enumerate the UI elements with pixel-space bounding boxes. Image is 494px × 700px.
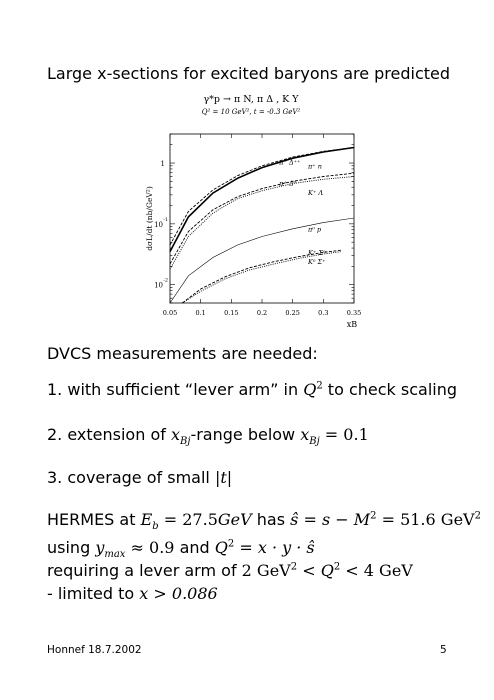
y-tick-label: 10	[154, 281, 163, 290]
list-item-3	[47, 468, 232, 487]
text: HERMES at	[47, 510, 141, 529]
curve-label-5: K⁺ Σ⁰	[308, 248, 326, 257]
y-tick-exp: -1	[163, 216, 168, 223]
math-eq: = s − M	[298, 510, 371, 529]
text-has: has	[251, 510, 291, 529]
curve-label-6: K⁰ Σ⁺	[308, 257, 326, 266]
math-approx: ≈ 0.9	[125, 538, 175, 557]
math-x2: x	[300, 425, 310, 444]
x-axis-label: xB	[346, 320, 358, 329]
math-shat: ŝ	[290, 510, 299, 529]
cross-section-figure	[140, 92, 370, 354]
hermes-line-2	[47, 538, 315, 560]
math-eq: = 0.1	[319, 425, 369, 444]
x-tick-label: 0.15	[224, 309, 239, 317]
math-e: E	[140, 510, 153, 529]
dvcs-heading: DVCS measurements are needed:	[47, 344, 318, 363]
hermes-line-1	[47, 510, 481, 532]
x-tick-label: 0.35	[346, 309, 362, 317]
series-line-1	[170, 148, 354, 252]
series-line-4	[170, 218, 354, 303]
math-sup: 2	[227, 538, 235, 550]
list-text: coverage of small	[67, 468, 215, 487]
curve-label-0: π⁻ Δ⁺⁺	[279, 158, 301, 167]
x-tick-label: 0.3	[318, 309, 329, 317]
math-gev: GeV	[217, 510, 252, 529]
math-sup: 2	[316, 380, 323, 392]
math-q: Q	[303, 380, 317, 399]
series-line-0	[170, 148, 354, 246]
curve-label-3: K⁺ Λ	[308, 188, 324, 197]
page-number: 5	[440, 644, 447, 656]
list-text: extension of	[67, 425, 171, 444]
math-y: y	[95, 538, 105, 557]
y-tick-label: 1	[160, 160, 165, 169]
list-num: 2.	[47, 425, 63, 444]
y-tick-exp: -2	[163, 277, 168, 284]
chart-title: γ*p → π N, π Δ , K Y	[203, 94, 299, 105]
hermes-line-3	[47, 561, 413, 580]
list-num: 1.	[47, 380, 63, 399]
plot-frame	[170, 134, 354, 303]
math-eq: = x · y · ŝ	[234, 538, 315, 557]
math-sup: 2	[290, 561, 298, 573]
math-lt: < Q	[297, 561, 334, 580]
x-tick-label: 0.25	[285, 309, 300, 317]
list-item-2	[47, 425, 369, 447]
curve-label-2: π⁺ Δ⁰	[279, 179, 297, 188]
math-b: < 4 GeV	[340, 561, 413, 580]
x-tick-label: 0.1	[195, 309, 206, 317]
curve-label-1: π⁺ n	[308, 162, 322, 171]
math-sub: Bj	[179, 436, 191, 448]
list-text: with sufficient “lever arm” in	[67, 380, 304, 399]
y-tick-label: 10	[154, 220, 163, 229]
x-tick-label: 0.05	[162, 309, 178, 317]
math-x: x	[170, 425, 180, 444]
math-val: = 51.6	[376, 510, 441, 529]
list-text-mid: -range below	[190, 425, 301, 444]
math-q: Q	[214, 538, 228, 557]
text: using	[47, 538, 96, 557]
footer-left: Honnef 18.7.2002	[47, 644, 142, 656]
series-line-2	[170, 173, 354, 264]
list-item-1	[47, 380, 457, 399]
math-unit-sup: 2	[474, 510, 481, 522]
text-and: and	[174, 538, 215, 557]
chart-subtitle: Q² = 10 GeV², t = -0.3 GeV²	[201, 108, 301, 116]
math-sub-b: b	[152, 521, 159, 533]
slide-heading: Large x-sections for excited baryons are predicted	[47, 64, 451, 83]
text: requiring a lever arm of	[47, 561, 242, 580]
math-sup-q: 2	[333, 561, 341, 573]
hermes-line-4	[47, 584, 218, 603]
text: - limited to	[47, 584, 140, 603]
list-text-post: to check scaling	[322, 380, 458, 399]
math-unit: GeV	[440, 510, 475, 529]
x-tick-label: 0.2	[256, 309, 268, 317]
math-sub-max: max	[104, 549, 126, 561]
math-t: |t|	[214, 468, 233, 487]
curve-label-4: π⁰ p	[308, 225, 322, 234]
math-a: 2 GeV	[241, 561, 291, 580]
math-sup: 2	[370, 510, 377, 522]
math-eb-val: = 27.5	[158, 510, 218, 529]
list-num: 3.	[47, 468, 63, 487]
y-axis-label: dσL/dt (nb/GeV²)	[145, 186, 154, 251]
chart-svg	[140, 92, 370, 354]
math-sub2: Bj	[309, 436, 320, 448]
math-x: x > 0.086	[139, 584, 218, 603]
